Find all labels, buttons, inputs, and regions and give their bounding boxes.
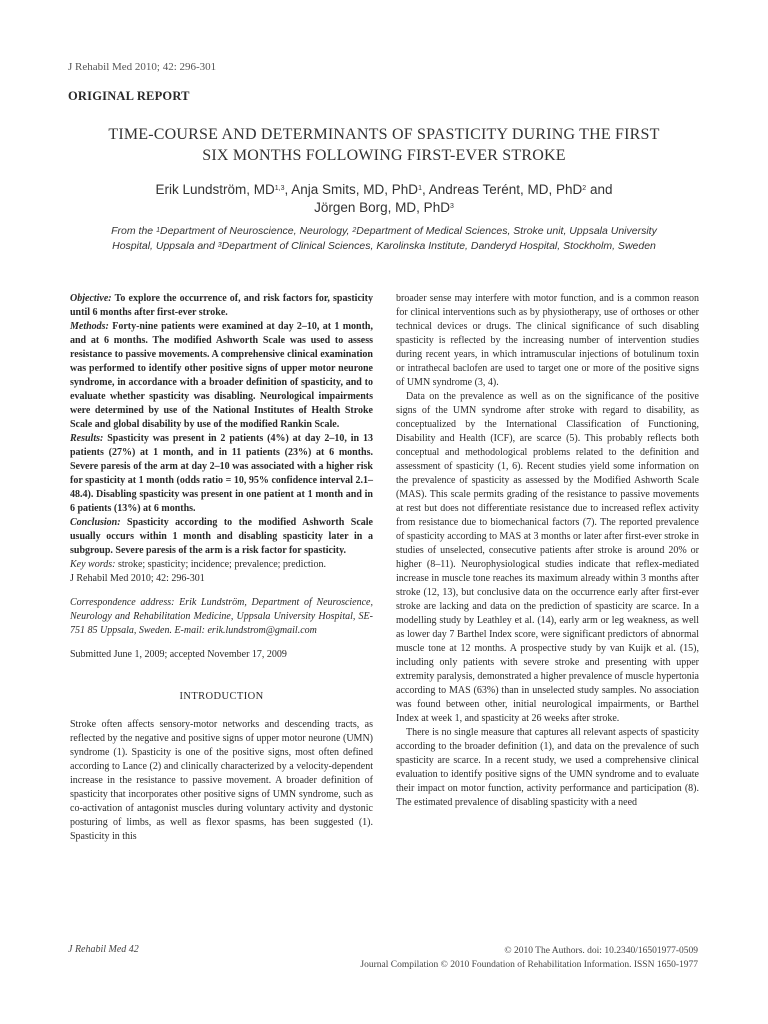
abstract-objective (70, 292, 373, 320)
article-title (68, 124, 700, 166)
author-conjunction: and (586, 182, 613, 197)
abstract-conclusion-label: Conclusion: (70, 517, 121, 528)
author-affiliation-mark: 3 (449, 203, 454, 210)
abstract-objective-text: To explore the occurrence of, and risk factors for, spasticity until 6 months after first-ever stroke. (70, 293, 373, 318)
title-line-2: SIX MONTHS FOLLOWING FIRST-EVER STROKE (202, 147, 566, 164)
abstract-methods (70, 320, 373, 432)
citation: J Rehabil Med 2010; 42: 296-301 (70, 573, 205, 584)
author-name: Erik Lundström, MD (155, 182, 275, 197)
body-paragraph: Stroke often affects sensory-motor networks and descending tracts, as reflected by the negative and positive signs of upper motor neurone (UMN) syndrome (1). Spasticity is one of the positive signs, most often defined according to Lance (2) and clinically characterized by a velocity-dependent increase in the resistance to passive movement. A broader definition of spasticity that incorporates other positive signs of UMN syndrome, such as co-activation of antagonist muscles during voluntary activity and dystonic posturing of limbs, as well as flexor spasms, has been suggested (1). Spasticity in this (70, 719, 373, 842)
right-column (396, 292, 699, 810)
affiliation-line-1 (68, 224, 700, 239)
submission-dates: Submitted June 1, 2009; accepted November 17, 2009 (70, 649, 287, 660)
footer-compilation-line: Journal Compilation © 2010 Foundation of Rehabilitation Information. ISSN 1650-1977 (360, 960, 698, 970)
affiliation-text: Department of Neuroscience, Neurology, (159, 225, 353, 237)
abstract-objective-label: Objective: (70, 293, 112, 304)
affiliation-text: Department of Medical Sciences, Stroke unit, Uppsala University (356, 225, 657, 237)
affiliation-mark: 3 (217, 242, 222, 249)
affiliation-text: Department of Clinical Sciences, Karolinska Institute, Danderyd Hospital, Stockholm, Sweden (221, 240, 656, 252)
author-name: , Anja Smits, MD, PhD (284, 182, 419, 197)
abstract (70, 292, 373, 558)
affiliation-mark: 2 (352, 227, 357, 234)
abstract-results-text: Spasticity was present in 2 patients (4%) at day 2–10, in 13 patients (27%) at 1 month, and in 11 patients (23%) at 6 months. Severe paresis of the arm at day 2–10 was associated with a higher risk for spasticity at 1 month (odds ratio = 10, 95% confidence interval 2.1–48.4). Disabling spasticity was present in one patient at 1 month and in 6 patients (13%) at 6 months. (70, 433, 373, 514)
affiliation-mark: 1 (156, 227, 160, 234)
author-affiliation-mark: 2 (582, 185, 587, 192)
title-line-1: TIME-COURSE AND DETERMINANTS OF SPASTICITY DURING THE FIRST (108, 126, 660, 143)
abstract-methods-label: Methods: (70, 321, 109, 332)
author-name: Jörgen Borg, MD, PhD (314, 200, 450, 215)
correspondence-address: Correspondence address: Erik Lundström, Department of Neuroscience, Neurology and Rehabilitation Medicine, Uppsala University Hospital, SE-751 85 Uppsala, Sweden. E-mail: erik.lundstrom@gmail.com (70, 597, 373, 636)
author-affiliation-mark: 1 (418, 185, 422, 192)
keywords-text: stroke; spasticity; incidence; prevalence; prediction. (115, 559, 326, 570)
body-paragraph: Data on the prevalence as well as on the significance of the positive signs of the UMN syndrome after stroke with regard to disability, as conceptualized by the International Classification of Functioning, Disability and Health (ICF), are scarce (5). This probably reflects both conceptual and methodological problems related to the definition and assessment of spasticity (1, 6). Recent studies yield some information on the prevalence of spasticity as assessed by the Modified Ashworth Scale (MAS). This scale permits grading of the resistance to passive movements at rest but does not differentiate resistance due to increased reflex activity from resistance due to biomechanical factors (7). The reported prevalence of spasticity according to MAS at 3 months or later after first-ever stroke in studies of unselected, consecutive patients after stroke is around 20% or higher (8–11). Neurophysiological studies indicate that reflex-mediated increase in muscle tone reaches its maximum already within 3 months after stroke (12, 13), but conclusive data on the occurrence early after first-ever stroke are lacking and data on the prediction of spasticity are scarce. In a modelling study by Leathley et al. (14), early arm or leg weakness, as well as lower day 7 Barthel Index score, were significant predictors of abnormal muscle tone at 12 months. A prospective study by van Kuijk et al. (15), including only patients with severe stroke and presenting with upper extremity paralysis, demonstrated a higher prevalence of muscle hypertonia according to MAS (63%) than in unselected study samples. No association was found between other, initial neurological impairments, or Barthel Index at week 1, and spasticity at 26 weeks after stroke. (396, 391, 699, 724)
keywords (70, 558, 373, 572)
author-list (68, 181, 700, 217)
affiliation-line-2 (68, 239, 700, 254)
author-line-1 (68, 181, 700, 199)
report-type-label: ORIGINAL REPORT (68, 89, 190, 103)
abstract-conclusion-text: Spasticity according to the modified Ashworth Scale usually occurs within 1 month and disabling spasticity later in a subgroup. Severe paresis of the arm is a risk factor for spasticity. (70, 517, 373, 556)
running-head: J Rehabil Med 2010; 42: 296-301 (68, 61, 217, 73)
abstract-methods-text: Forty-nine patients were examined at day 2–10, at 1 month, and at 6 months. The modified Ashworth Scale was used to assess resistance to passive movements. A comprehensive clinical examination was performed to identify other positive signs of upper motor neurone syndrome, in accordance with a broader definition of spasticity, and to evaluate whether spasticity was disabling. Neurological impairments were determined by use of the National Institutes of Health Stroke Scale and global disability by use of the modified Rankin Scale. (70, 321, 373, 430)
keywords-label: Key words: (70, 559, 116, 570)
author-line-2 (68, 199, 700, 217)
body-paragraph: broader sense may interfere with motor function, and is a common reason for clinical interventions such as by physiotherapy, use of orthoses or other technical devices or drugs. The clinical significance of such disabling spasticity is reflected by the increasing number of intervention studies during recent years, in which intramuscular injections of botulinum toxin or intrathecal baclofen are used to target one or more of the positive signs of UMN syndrome (3, 4). (396, 293, 699, 388)
abstract-conclusion (70, 516, 373, 558)
author-name: , Andreas Terént, MD, PhD (421, 182, 583, 197)
affiliation-text: Hospital, Uppsala and (112, 240, 218, 252)
footer-copyright (360, 944, 698, 972)
left-column (70, 292, 373, 844)
abstract-results-label: Results: (70, 433, 104, 444)
footer-copyright-line: © 2010 The Authors. doi: 10.2340/16501977-0509 (504, 946, 698, 956)
author-affiliation-mark: 1,3 (274, 185, 285, 192)
abstract-results (70, 432, 373, 516)
affiliation-text: From the (111, 225, 157, 237)
affiliations (68, 224, 700, 254)
section-heading-introduction: INTRODUCTION (179, 691, 264, 702)
body-paragraph: There is no single measure that captures all relevant aspects of spasticity according to the broader definition (1), and data on the prevalence of such spasticity are scarce. In a recent study, we used a comprehensive clinical evaluation to identify positive signs of the UMN syndrome and to evaluate their impact on motor function, activity performance and participation (8). The estimated prevalence of disabling spasticity with a need (396, 727, 699, 808)
footer-journal: J Rehabil Med 42 (68, 944, 139, 955)
